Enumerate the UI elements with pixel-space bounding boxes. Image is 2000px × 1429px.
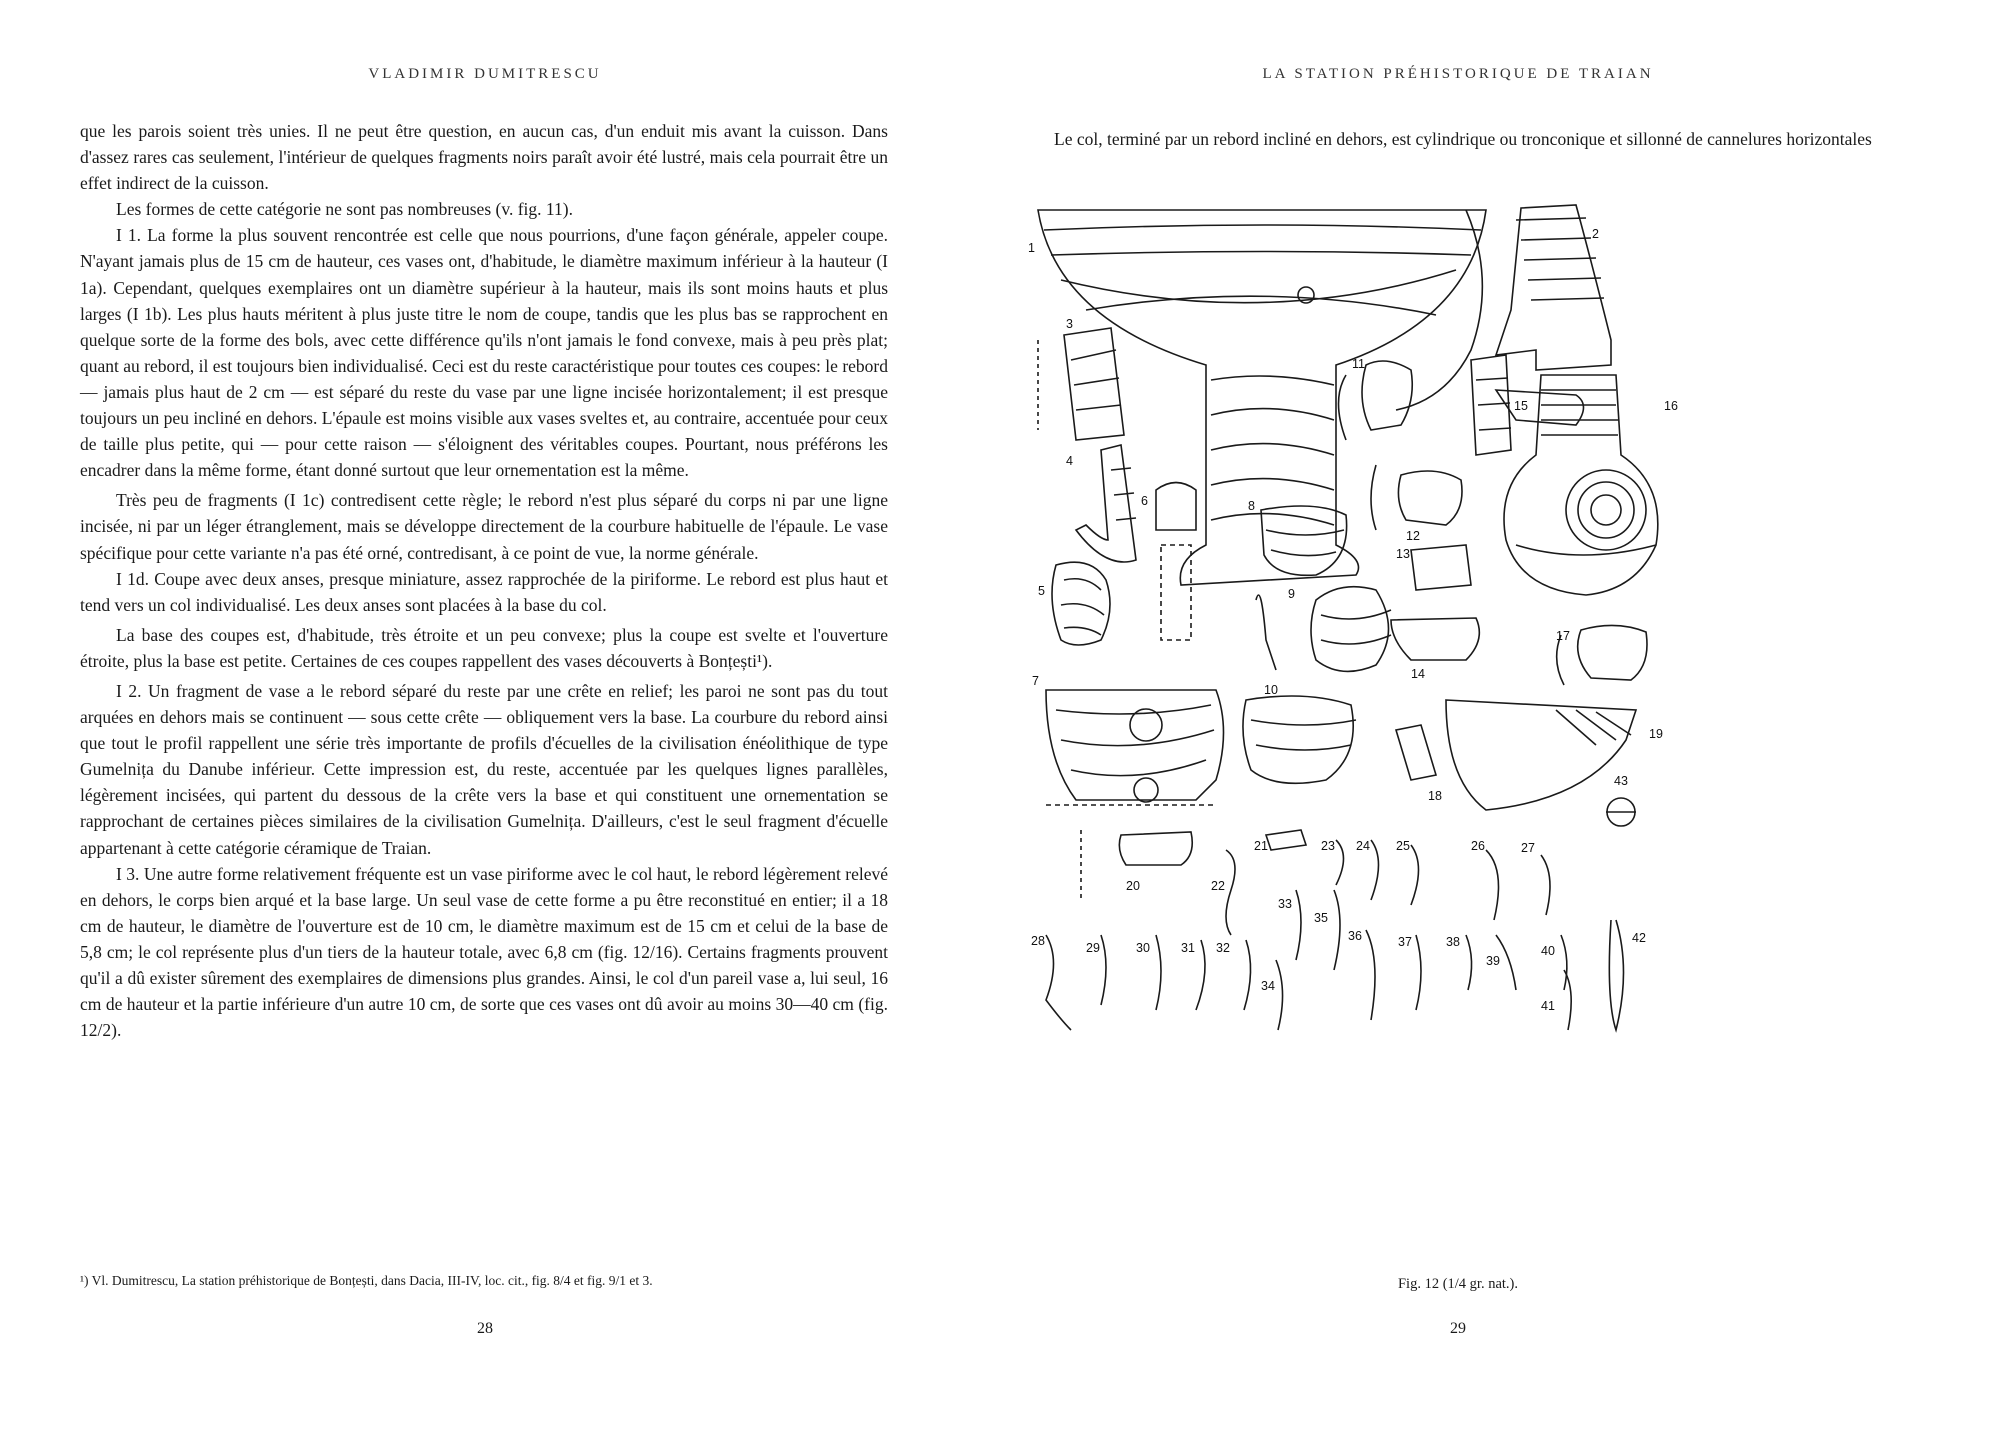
vessel-7	[1046, 690, 1224, 805]
vessel-13	[1411, 545, 1471, 590]
fig-num: 36	[1348, 929, 1362, 943]
fig-num: 17	[1556, 629, 1570, 643]
vessel-18	[1396, 725, 1436, 780]
right-page	[980, 0, 2000, 1429]
vessel-15	[1471, 355, 1511, 455]
paragraph: que les parois soient très unies. Il ne peut être question, en aucun cas, d'un enduit mis avant la cuisson. Dans d'assez rares cas seulement, l'intérieur de quelques fragments noirs paraît avoir été lustré, mais cela pourrait être un effet indirect de la cuisson.	[80, 121, 888, 194]
fig-num: 19	[1649, 727, 1663, 741]
fig-num: 21	[1254, 839, 1268, 853]
fig-num: 27	[1521, 841, 1535, 855]
fig-num: 33	[1278, 897, 1292, 911]
fig-num: 2	[1592, 227, 1599, 241]
vessel-6	[1156, 483, 1196, 641]
fig-num: 31	[1181, 941, 1195, 955]
pottery-plate-figure	[1016, 200, 1908, 1270]
fig-num: 29	[1086, 941, 1100, 955]
fig-num: 11	[1352, 357, 1365, 371]
fig-num: 4	[1066, 454, 1073, 468]
fig-num: 7	[1032, 674, 1039, 688]
vessel-43	[1606, 798, 1636, 826]
paragraph: I 3. Une autre forme relativement fréquente est un vase piriforme avec le col haut, le rebord légèrement relevé en dehors, le corps bien arqué et la base large. Un seul vase de cette forme a pu être reconstitué en entier; il a 18 cm de hauteur, le diamètre de l'ouverture est de 10 cm, le diamètre maximum est de 15 cm et celui de la base de 5,8 cm; le col représente plus d'un tiers de la hauteur totale, avec 6,8 cm (fig. 12/16). Certains fragments prouvent qu'il a dû exister sûrement des exemplaires de dimensions plus grandes. Ainsi, le col d'un pareil vase a, lui seul, 16 cm de hauteur et la partie inférieure d'un autre 10 cm, de sorte que ces vases ont dû avoir au moins 30—40 cm (fig. 12/2).	[80, 863, 888, 1041]
pottery-drawings	[1016, 200, 1908, 1270]
vessel-14	[1391, 618, 1479, 660]
paragraph: Les formes de cette catégorie ne sont pas nombreuses (v. fig. 11).	[116, 199, 573, 220]
fig-num: 14	[1411, 667, 1425, 681]
intro-paragraph: Le col, terminé par un rebord incliné en dehors, est cylindrique ou tronconique et sillonné de cannelures horizontales	[1054, 129, 1872, 149]
fig-num: 12	[1406, 529, 1420, 543]
vessel-9	[1256, 587, 1391, 672]
running-head-left: VLADIMIR DUMITRESCU	[368, 66, 602, 82]
fig-num: 40	[1541, 944, 1555, 958]
paragraph: Très peu de fragments (I 1c) contredisent cette règle; le rebord n'est plus séparé du corps ni par une ligne incisée, ni par un léger étranglement, mais se développe directement de la courbure habituelle de l'épaule. Le vase spécifique pour cette variante n'a pas été orné, contredisant, à ce point de vue, la norme générale.	[80, 490, 888, 563]
fig-num: 15	[1514, 399, 1528, 413]
paragraph: I 1. La forme la plus souvent rencontrée est celle que nous pourrions, d'une façon générale, appeler coupe. N'ayant jamais plus de 15 cm de hauteur, ces vases ont, d'habitude, le diamètre maximum inférieur à la hauteur (I 1a). Cependant, quelques exemplaires ont un diamètre supérieur à la hauteur, mais ils sont moins hauts et plus larges (I 1b). Les plus hauts méritent à plus juste titre le nom de coupe, tandis que les plus bas se rapprochent en quelque sorte de la forme des bols, avec cette différence qu'ils n'ont jamais le fond convexe, mais à peu près plat; quant au rebord, il est toujours bien individualisé. Ceci est du reste caractéristique pour toutes ces coupes: le rebord — jamais plus haut de 2 cm — est séparé du reste du vase par une ligne incisée horizontalement; il est presque toujours un peu incliné en dehors. L'épaule est moins visible aux vases sveltes et, au contraire, accentuée pour ceux de taille plus petite, qui — pour cette raison — s'éloignent des véritables coupes. Pourtant, nous préférons les encadrer dans la même forme, étant donné surtout que leur ornementation est la même.	[80, 225, 888, 481]
fig-num: 26	[1471, 839, 1485, 853]
fig-num: 6	[1141, 494, 1148, 508]
fig-num: 8	[1248, 499, 1255, 513]
vessel-4	[1076, 445, 1136, 562]
fig-num: 10	[1264, 683, 1278, 697]
fig-num: 9	[1288, 587, 1295, 601]
fig-num: 35	[1314, 911, 1328, 925]
fig-num: 42	[1632, 931, 1646, 945]
paragraph: La base des coupes est, d'habitude, très étroite et un peu convexe; plus la coupe est svelte et l'ouverture étroite, plus la base est petite. Certaines de ces coupes rappellent des vases découverts à Bonțești¹).	[80, 624, 888, 671]
vessel-12	[1371, 465, 1462, 530]
page-number-left: 28	[477, 1320, 493, 1337]
vessel-8	[1261, 506, 1347, 575]
profile-sherds	[1046, 830, 1624, 1030]
fig-num: 13	[1396, 547, 1410, 561]
running-head-right: LA STATION PRÉHISTORIQUE DE TRAIAN	[1262, 66, 1654, 82]
fig-num: 18	[1428, 789, 1442, 803]
left-page	[0, 0, 980, 1429]
fig-num: 16	[1664, 399, 1678, 413]
fig-num: 20	[1126, 879, 1140, 893]
figure-caption: Fig. 12 (1/4 gr. nat.).	[1397, 1276, 1519, 1292]
fig-num: 25	[1396, 839, 1410, 853]
footnote: ¹) Vl. Dumitrescu, La station préhistorique de Bonțești, dans Dacia, III-IV, loc. cit., fig. 8/4 et fig. 9/1 et 3.	[80, 1273, 653, 1288]
vessel-11	[1339, 361, 1413, 440]
fig-num: 39	[1486, 954, 1500, 968]
fig-num: 5	[1038, 584, 1045, 598]
fig-num: 41	[1541, 999, 1555, 1013]
fig-num: 22	[1211, 879, 1225, 893]
page-number-right: 29	[1450, 1320, 1466, 1337]
vessel-17	[1557, 625, 1647, 685]
fig-num: 34	[1261, 979, 1275, 993]
fig-num: 1	[1028, 241, 1035, 255]
fig-num: 32	[1216, 941, 1230, 955]
vessel-19	[1446, 700, 1636, 810]
fig-num: 38	[1446, 935, 1460, 949]
body-text-left	[80, 118, 888, 1043]
fig-num: 23	[1321, 839, 1335, 853]
fig-num: 24	[1356, 839, 1370, 853]
fig-num: 30	[1136, 941, 1150, 955]
fig-num: 37	[1398, 935, 1412, 949]
figure-numbers	[1028, 227, 1678, 1013]
paragraph: I 2. Un fragment de vase a le rebord séparé du reste par une crête en relief; les paroi ne sont pas du tout arquées en dehors mais se continuent — sous cette crête — obliquement vers la base. La courbure du rebord ainsi que tout le profil rappellent une série très importante de profils d'écuelles de la civilisation énéolithique de type Gumelnița du Danube inférieur. Cette impression est, du reste, accentuée par les quelques lignes parallèles, légèrement incisées, qui partent du dessous de la crête vers la base et qui constituent une ornementation se rapprochant de certaines pièces similaires de la civilisation Gumelnița. D'ailleurs, c'est le seul fragment d'écuelle appartenant à cette catégorie céramique de Traian.	[80, 680, 888, 858]
vessel-5	[1052, 562, 1110, 645]
fig-num: 28	[1031, 934, 1045, 948]
paragraph: I 1d. Coupe avec deux anses, presque miniature, assez rapprochée de la piriforme. Le rebord est plus haut et tend vers un col individualisé. Les deux anses sont placées à la base du col.	[80, 568, 888, 615]
vessel-10	[1243, 696, 1356, 783]
fig-num: 43	[1614, 774, 1628, 788]
fig-num: 3	[1066, 317, 1073, 331]
vessel-3	[1038, 328, 1124, 440]
